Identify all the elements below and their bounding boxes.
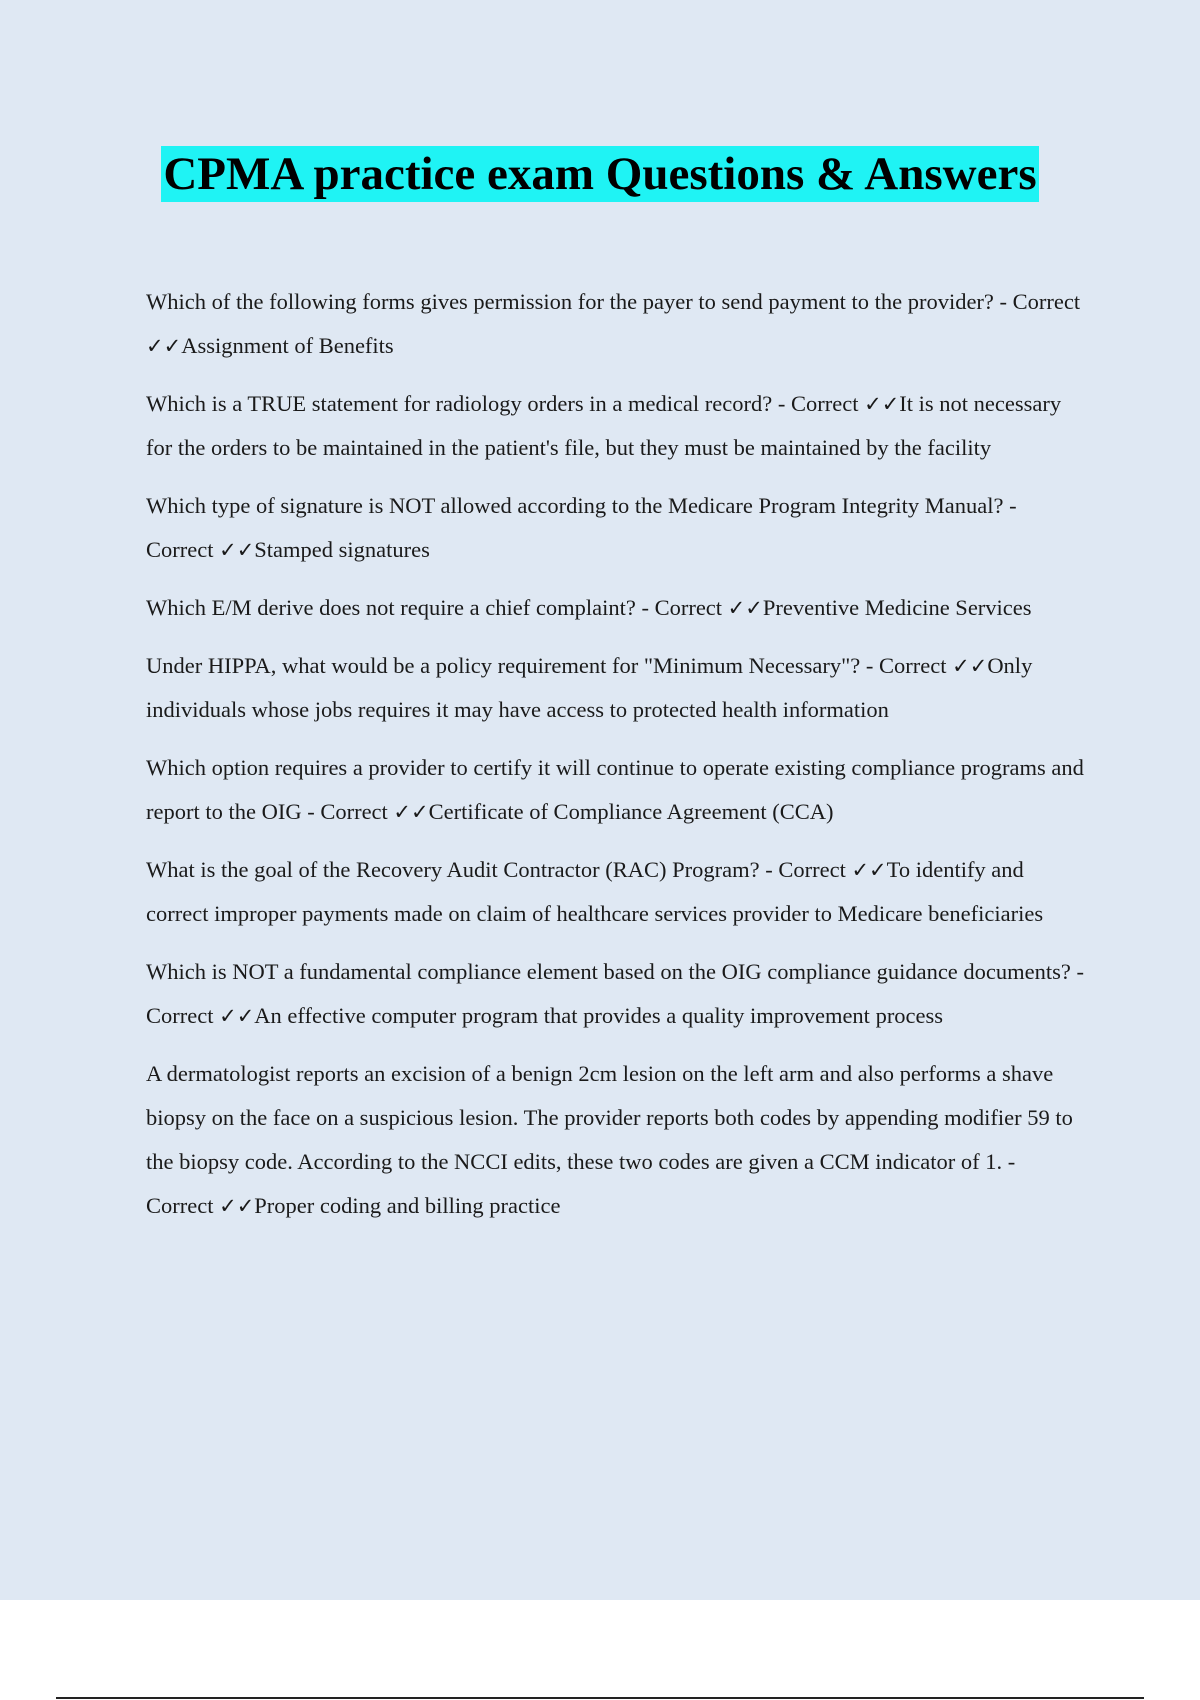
check-icon: ✓✓: [219, 538, 255, 562]
question-text: Which of the following forms gives permission for the payer to send payment to the provider?: [146, 289, 994, 314]
separator: -: [1070, 959, 1085, 984]
answer-text: Assignment of Benefits: [181, 333, 394, 358]
question-text: Under HIPPA, what would be a policy requirement for "Minimum Necessary"?: [146, 653, 861, 678]
separator: -: [759, 857, 779, 882]
qa-item: [146, 746, 1086, 834]
footer-divider: [56, 1697, 1144, 1699]
correct-label: Correct: [146, 1003, 220, 1028]
qa-item: [146, 382, 1086, 470]
question-text: Which E/M derive does not require a chief complaint?: [146, 595, 636, 620]
check-icon: ✓✓: [952, 654, 988, 678]
separator: -: [860, 653, 880, 678]
check-icon: ✓✓: [864, 392, 900, 416]
correct-label: Correct: [778, 857, 852, 882]
qa-item: [146, 950, 1086, 1038]
check-icon: ✓✓: [219, 1004, 255, 1028]
correct-label: Correct: [791, 391, 865, 416]
qa-item: [146, 1052, 1086, 1228]
question-text: Which is a TRUE statement for radiology orders in a medical record?: [146, 391, 773, 416]
separator: -: [635, 595, 655, 620]
check-icon: ✓✓: [146, 334, 182, 358]
qa-item: [146, 484, 1086, 572]
separator: -: [772, 391, 791, 416]
answer-text: Stamped signatures: [254, 537, 430, 562]
qa-item: [146, 644, 1086, 732]
correct-label: Correct: [146, 537, 220, 562]
title-wrapper: [0, 146, 1200, 202]
answer-text: Only individuals whose jobs requires it may have access to protected health information: [146, 653, 1033, 722]
separator: -: [993, 289, 1013, 314]
answer-text: An effective computer program that provides a quality improvement process: [254, 1003, 944, 1028]
qa-item: [146, 586, 1086, 630]
correct-label: Correct: [1012, 289, 1081, 314]
qa-item: [146, 848, 1086, 936]
correct-label: Correct: [879, 653, 953, 678]
answer-text: Certificate of Compliance Agreement (CCA): [428, 799, 834, 824]
qa-item: [146, 280, 1086, 368]
answer-text: To identify and correct improper payments made on claim of healthcare services provider to Medicare beneficiaries: [146, 857, 1044, 926]
check-icon: ✓✓: [219, 1194, 255, 1218]
question-text: Which option requires a provider to certify it will continue to operate existing compliance programs and report to the OIG: [146, 755, 1084, 824]
answer-text: Preventive Medicine Services: [762, 595, 1032, 620]
check-icon: ✓✓: [727, 596, 763, 620]
question-text: What is the goal of the Recovery Audit Contractor (RAC) Program?: [146, 857, 760, 882]
qa-list: [146, 280, 1086, 1242]
check-icon: ✓✓: [393, 800, 429, 824]
correct-label: Correct: [146, 1193, 220, 1218]
separator: -: [301, 799, 321, 824]
question-text: Which is NOT a fundamental compliance element based on the OIG compliance guidance documents?: [146, 959, 1071, 984]
check-icon: ✓✓: [851, 858, 887, 882]
question-text: Which type of signature is NOT allowed according to the Medicare Program Integrity Manual?: [146, 493, 1004, 518]
correct-label: Correct: [654, 595, 728, 620]
question-text: A dermatologist reports an excision of a benign 2cm lesion on the left arm and also performs a shave biopsy on the face on a suspicious lesion. The provider reports both codes by appending modifier 59 to the biopsy code. According to the NCCI edits, these two codes are given a CCM indicator of 1.: [146, 1061, 1073, 1174]
page-title: CPMA practice exam Questions & Answers: [163, 148, 1037, 200]
separator: -: [1002, 1149, 1016, 1174]
answer-text: Proper coding and billing practice: [254, 1193, 561, 1218]
answer-text: It is not necessary for the orders to be maintained in the patient's file, but they must be maintained by the facility: [146, 391, 1062, 460]
separator: -: [1003, 493, 1017, 518]
correct-label: Correct: [320, 799, 394, 824]
